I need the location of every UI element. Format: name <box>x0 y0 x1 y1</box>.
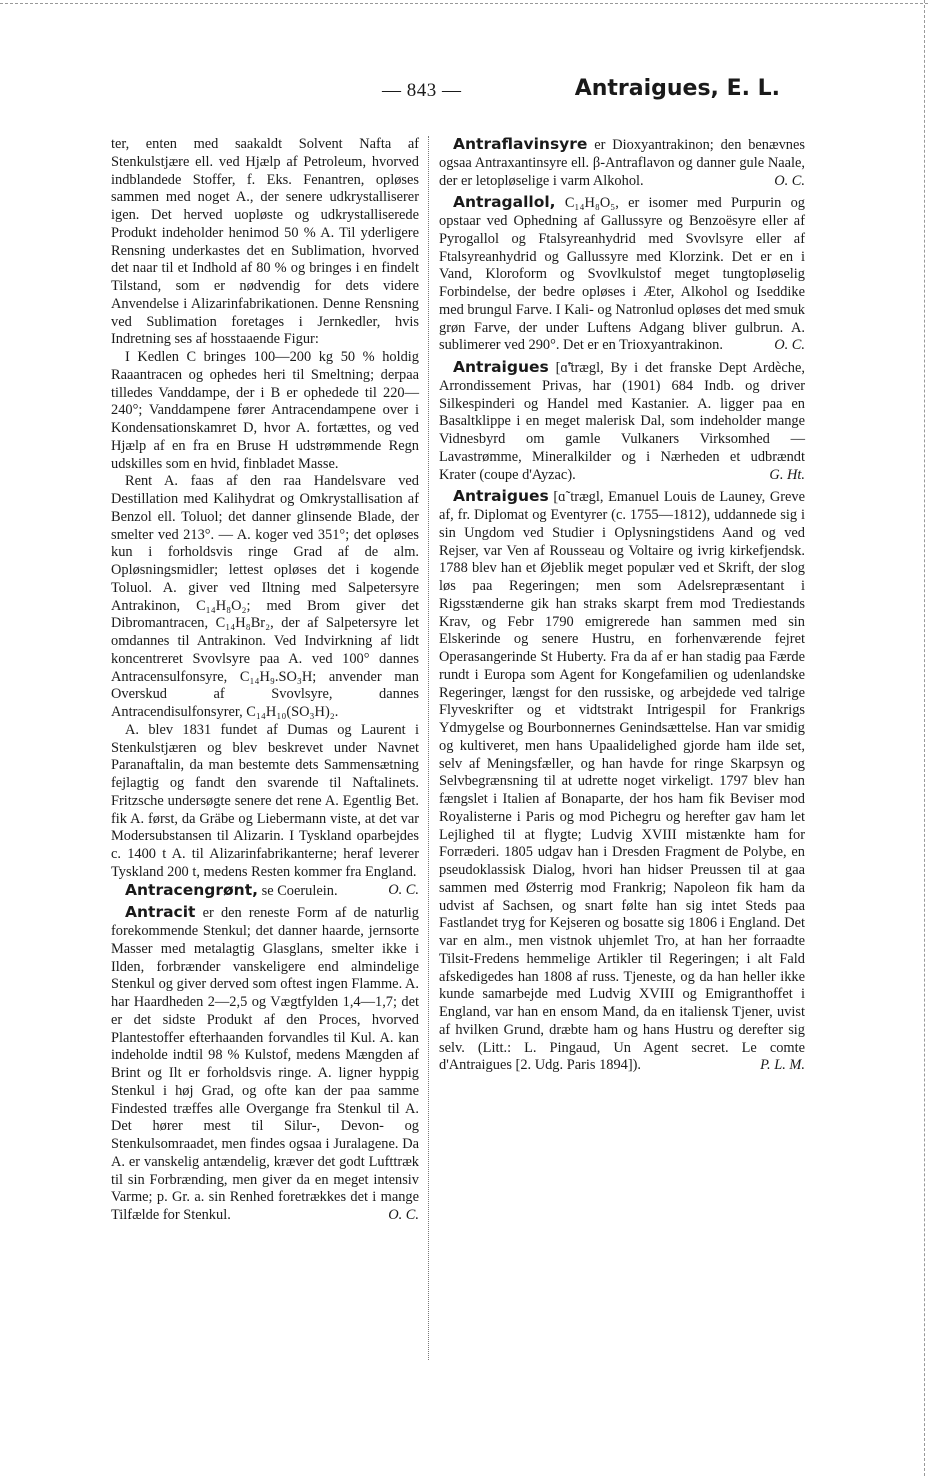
left-column <box>111 136 419 1225</box>
entry-text: [ɑ̃ trægl, Emanuel Louis de Launey, Greve af, fr. Diplomat og Eventyrer (c. 1755—1812), uddannede sig i sin Ungdom ved Studier i Oplysningstidens Aand og ved Rejser, var Ven af Rousseau og Voltaire og ivrig kirkefjendsk. 1788 blev han et Øjeblik meget populær ved et Skrift, der slog løs paa Regeringen; men som Adelsrepræsentant i Rigsstænderne gik han straks skarpt frem mod Trediestands Krav, og Febr 1790 emigrerede han sammen med sin Elskerinde og senere Hustru, en forhenværende fejret Operasangerinde St Huberty. Fra da af er han stadig paa Færde rundt i Europa som Agent for Kongefamilien og udenlandske Regeringer, længst for den russiske, og arbejdede ved talrige Flyveskrifter og et vidtstrakt Intrigespil for Frankrigs Ydmygelse og Bourbonnernes Genindsættelse. Han var smidig og kultiveret, men hans Upaalidelighed gjorde ham ilde set, selv af Meningsfæller, og han havde for ringe Skarpsyn og Selvbegrænsning til at udrette noget virkeligt. 1797 blev han fængslet i Italien af Bonaparte, der hos ham fik Beviser mod Royalisterne i Paris og mod Pichegru og herefter gav ham let Lejlighed til at flygte; Ludvig XVIII mistænkte ham for Forræderi. 1805 udgav han i Dresden Fragment de Polybe, en pseudoklassisk Dialog, hvori han hidser Preussen til at gaa sammen med Østerrig mod Frankrig; Napoleon fik ham da udvist af Sachsen, og snart følte han sig intet Steds paa Fastlandet tryg for Kejseren og bosatte sig 1806 i England. Det var en alm., men vistnok uhjemlet Tro, at han her forraadte Tilsit-Fredens hemmelige Artikler til Regeringen; i alt Fald afskedigedes han 1808 af russ. Tjeneste, og da han heller ikke kunde samarbejde med Ludvig XVIII og Emigranthoffet i England, var han en ensom Mand, da en italiensk Tjener, uvist af hvilken Grund, dræbte ham og hans Hustru og derefter sig selv. (Litt.: L. Pingaud, Un Agent secret. Le comte d'Antraigues [2. Udg. Paris 1894]). <box>439 489 806 1074</box>
left-paragraph: Rent A. faas af den raa Handelsvare ved Destillation med Kalihydrat og Omkrystallisation af Benzol ell. Toluol; det danner glinsende Blade, der smelter ved 213°. — A. koger ved 351°; det opløses kun i forholdsvis ringe Grad af de alm. Opløsningsmidler; lettest opløses det i kogende Toluol. A. giver ved Iltning med Salpetersyre Antrakinon, C₁₄H₈O₂; med Brom giver det Dibromantracen, C₁₄H₈Br₂, der af Salpetersyre let omdannes til Antrakinon. Ved Indvirkning af lidt koncentreret Svovlsyre paa A. ved 100° dannes Antracensulfonsyre, C₁₄H₉.SO₃H; anvender man Overskud af Svovlsyre, dannes Antracendisulfonsyrer, C₁₄H₁₀(SO₃H)₂. <box>111 473 419 720</box>
page-number: — 843 — <box>382 80 462 101</box>
running-head: Antraigues, E. L. <box>574 76 780 101</box>
author-signature: G. Ht. <box>769 466 805 483</box>
entry-text: er Dioxyantrakinon; den benævnes ogsaa Antraxantinsyre ell. β-Antraflavon og danner gule Naale, der er letopløselige i varm Alkohol. <box>439 137 805 189</box>
right-column <box>439 136 805 1075</box>
left-paragraph: I Kedlen C bringes 100—200 kg 50 % holdig Raaantracen og ophedes heri til Smeltning; derpaa tilledes Vanddampe, der i B er ophedede til 220—240°; Vanddampene fører Antracendampene over i Kondensationskamret D, hvor A. fortættes, og ved Hjælp af en fra en Bruse H udstrømmende Regn udskilles som en hvid, finbladet Masse. <box>111 349 419 472</box>
entry-headword: Antragallol, <box>453 193 556 212</box>
entry-antracit <box>111 904 419 1225</box>
author-signature: P. L. M. <box>760 1057 805 1074</box>
entry-text: er den reneste Form af de naturlig forekommende Stenkul; det danner haarde, jernsorte Masser med metalagtig Glasglans, smelter ikke i Ilden, forbrænder vanskeligere end almindelige Stenkul og giver derved som oftest ingen Flamme. A. har Haardheden 2—2,5 og Vægtfylden 1,4—1,7; det er det sidste Produkt af den Proces, hvorved Plantestoffer efterhaanden forvandles til Kul. A. kan indeholde indtil 98 % Kulstof, medens Mængden af Brint og Ilt er forholdsvis ringe. A. ligner hyppig Stenkul i høj Grad, og ofte kan der paa samme Findested træffes alle Overgange fra Stenkul til A. Det hører mest til Silur-, Devon- og Stenkulsomraadet, men findes ogsaa i Juralagene. Da A. er vanskelig antændelig, kræver det godt Lufttræk til sin Forbrænding, men giver da en meget intensiv Varme; p. Gr. a. sin Renhed foretrækkes det i mange Tilfælde for Stenkul. <box>111 905 419 1223</box>
scan-edge-top <box>0 3 928 4</box>
entry-headword: Antraigues <box>453 358 549 376</box>
column-divider <box>428 136 429 1360</box>
entry-headword: Antracengrønt, <box>125 880 258 899</box>
entry-text: C₁₄H₈O₅, er isomer med Purpurin og opstaar ved Ophedning af Gallussyre og Benzoësyre eller af Pyrogallol og Ftalsyreanhydrid med Svovlsyre eller af Ftalsyreanhydrid og Gallussyre med Klorzink. Det er en i Vand, Kloroform og Svovlkulstof meget tungtopløselig Forbindelse, der bedre opløses i Æter, Alkohol og Iseddike med brungul Farve. I Kali- og Natronlud opløses det med smuk grøn Farve, der under Luftens Adgang bliver gulbrun. A. sublimerer ved 290°. Det er en Trioxyantrakinon. <box>439 195 805 354</box>
left-paragraph: ter, enten med saakaldt Solvent Nafta af Stenkulstjære ell. ved Hjælp af Petroleum, hvorved indblandede Stoffer, f. Eks. Fenantren, opløses sammen med noget A., der senere udkrystalliserer igen. Det herved uopløste og udkrystalliserede Produkt indeholder henimod 50 % A. Til yderligere Rensning underkastes det en Sublimation, hvorved det naar til et Indhold af 80 % og bringes i en findelt Tilstand, som er nødvendig for dets videre Anvendelse i Alizarinfabrikationen. Denne Rensning ved Sublimation foretages i Jernkedler, hvis Indretning ses af hosstaaende Figur: <box>111 136 419 348</box>
entry-antragallol <box>439 194 805 355</box>
entry-antraigues-person <box>439 488 805 1075</box>
author-signature: O. C. <box>388 881 419 898</box>
paragraph-text: A. blev 1831 fundet af Dumas og Laurent i Stenkulstjæren og blev beskrevet under Navnet Paranaftalin, da man bestemte dets Sammensætning fejlagtig og fandt den svarende til Naftalinets. Fritzsche undersøgte senere det rene A. Egentlig Bet. fik A. først, da Gräbe og Liebermann viste, at det var Modersubstansen til Alizarin. I Tyskland oparbejdes c. 1400 t A. til Alizarinfabrikanterne; heraf leverer Tyskland 200 t, medens Resten kommer fra England. <box>111 721 419 880</box>
entry-text: se Coerulein. <box>261 882 338 899</box>
entry-text: [ɑ̃'trægl, By i det franske Dept Ardèche, Arrondissement Privas, har (1901) 684 Indb. og driver Silkespinderi og Handel med Kastanier. A. ligger paa en Basaltklippe i en meget malerisk Dal, som indeholder mange Vidnesbyrd om gamle Vulkaners Virksomhed — Lavastrømme, Mineralkilder og i Nærheden et udbrændt Krater (coupe d'Ayzac). <box>439 360 805 483</box>
entry-headword: Antracit <box>125 903 196 922</box>
scan-edge-right <box>924 0 925 1476</box>
entry-antraflavinsyre <box>439 136 805 190</box>
page-header <box>0 76 928 110</box>
entry-headword: Antraflavinsyre <box>453 135 588 153</box>
author-signature: O. C. <box>774 172 805 189</box>
author-signature: O. C. <box>774 337 805 354</box>
entry-antraigues-town <box>439 359 805 484</box>
entry-headword: Antraigues <box>453 487 549 506</box>
author-signature: O. C. <box>388 1207 419 1223</box>
